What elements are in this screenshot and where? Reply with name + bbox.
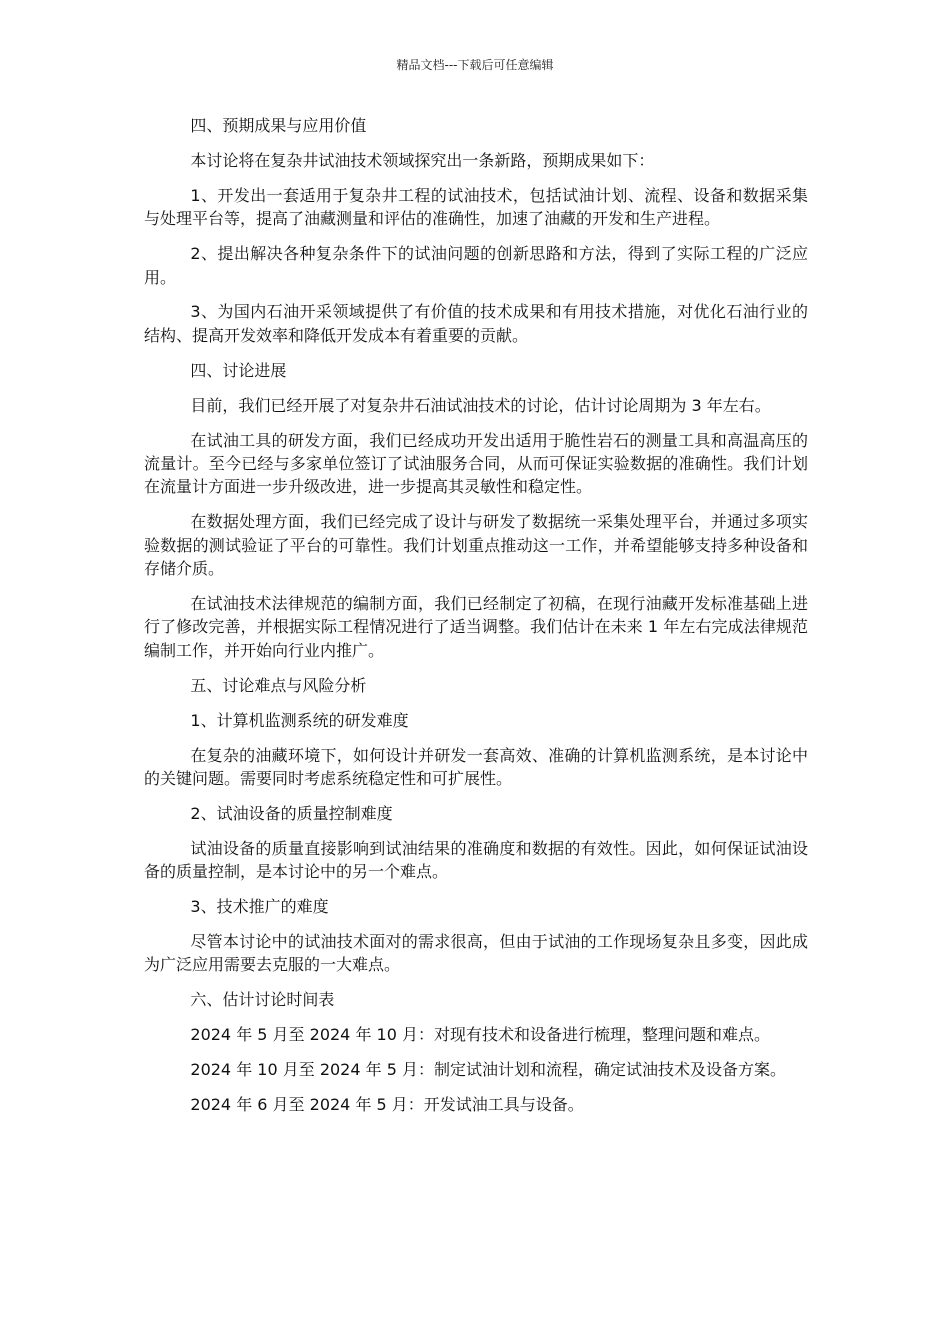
list-item-result-3: 3、为国内石油开采领域提供了有价值的技术成果和有用技术措施，对优化石油行业的结构、提高开发效率和降低开发成本有着重要的贡献。 [144, 302, 808, 345]
section-heading-progress: 四、讨论进展 [190, 360, 287, 380]
paragraph-progress-regulation: 在试油技术法律规范的编制方面，我们已经制定了初稿，在现行油藏开发标准基础上进行了修改完善，并根据实际工程情况进行了适当调整。我们估计在未来 1 年左右完成法律规范编制工作，并开始向行业内推广。 [144, 594, 808, 660]
subheading-difficulty-2: 2、试油设备的质量控制难度 [190, 803, 393, 823]
paragraph-intro: 本讨论将在复杂井试油技术领域探究出一条新路，预期成果如下： [190, 150, 655, 170]
timeline-item-3: 2024 年 6 月至 2024 年 5 月：开发试油工具与设备。 [190, 1095, 584, 1114]
section-heading-timeline: 六、估计讨论时间表 [190, 990, 335, 1010]
list-item-result-1: 1、开发出一套适用于复杂井工程的试油技术，包括试油计划、流程、设备和数据采集与处理平台等，提高了油藏测量和评估的准确性，加速了油藏的开发和生产进程。 [144, 185, 808, 229]
timeline-item-1: 2024 年 5 月至 2024 年 10 月：对现有技术和设备进行梳理，整理问题和难点。 [190, 1025, 770, 1045]
timeline-item-2: 2024 年 10 月至 2024 年 5 月：制定试油计划和流程，确定试油技术及设备方案。 [190, 1060, 786, 1080]
paragraph-difficulty-3: 尽管本讨论中的试油技术面对的需求很高，但由于试油的工作现场复杂且多变，因此成为广泛应用需要去克服的一大难点。 [144, 931, 808, 975]
paragraph-progress-overview: 目前，我们已经开展了对复杂井石油试油技术的讨论，估计讨论周期为 3 年左右。 [190, 395, 771, 415]
list-item-result-2: 2、提出解决各种复杂条件下的试油问题的创新思路和方法，得到了实际工程的广泛应用。 [144, 244, 808, 287]
paragraph-difficulty-2: 试油设备的质量直接影响到试油结果的准确度和数据的有效性。因此，如何保证试油设备的质量控制，是本讨论中的另一个难点。 [144, 838, 808, 882]
subheading-difficulty-1: 1、计算机监测系统的研发难度 [190, 710, 409, 730]
paragraph-difficulty-1: 在复杂的油藏环境下，如何设计并研发一套高效、准确的计算机监测系统，是本讨论中的关键问题。需要同时考虑系统稳定性和可扩展性。 [144, 745, 808, 788]
section-heading-difficulties: 五、讨论难点与风险分析 [190, 675, 367, 695]
section-heading-expected-results: 四、预期成果与应用价值 [190, 116, 367, 135]
paragraph-progress-data: 在数据处理方面，我们已经完成了设计与研发了数据统一采集处理平台，并通过多项实验数据的测试验证了平台的可靠性。我们计划重点推动这一工作，并希望能够支持多种设备和存储介质。 [144, 512, 808, 579]
document-body [144, 114, 808, 1128]
subheading-difficulty-3: 3、技术推广的难度 [190, 897, 329, 917]
page-header: 精品文档---下载后可任意编辑 [396, 58, 554, 72]
paragraph-progress-tools: 在试油工具的研发方面，我们已经成功开发出适用于脆性岩石的测量工具和高温高压的流量计。至今已经与多家单位签订了试油服务合同，从而可保证实验数据的准确性。我们计划在流量计方面进一步升级改进，进一步提高其灵敏性和稳定性。 [144, 430, 808, 497]
